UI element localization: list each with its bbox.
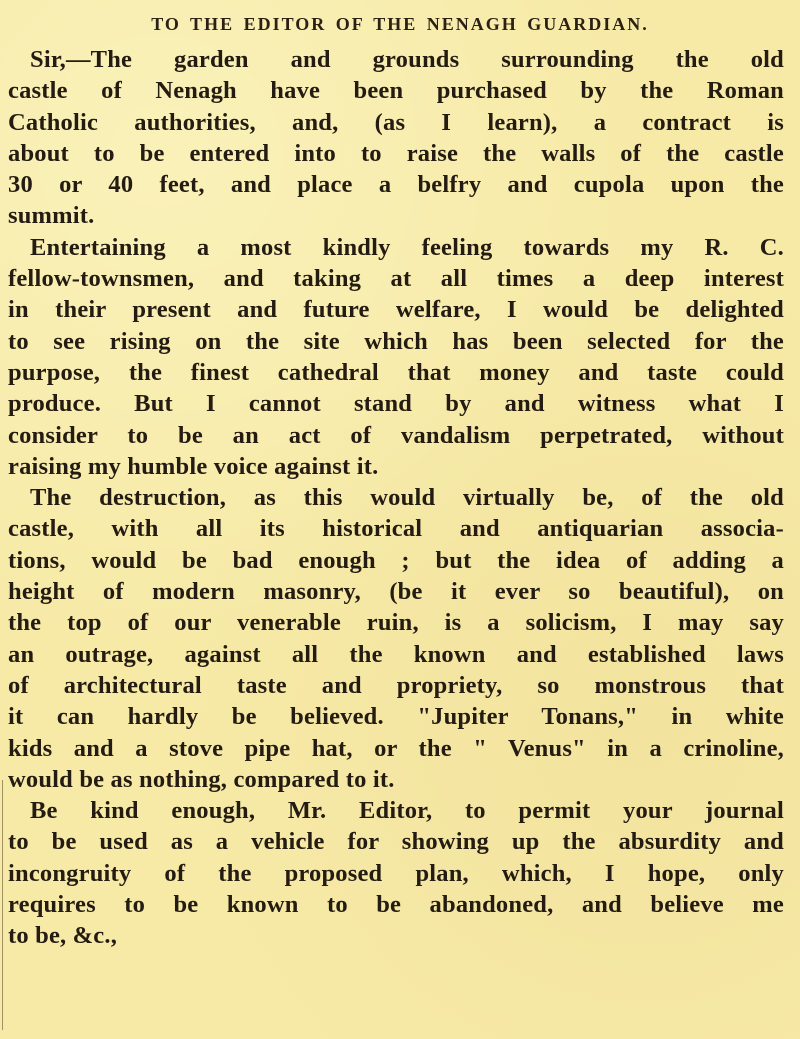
text-line: castle, with all its historical and antiquarian associa- bbox=[8, 515, 784, 543]
text-line: incongruity of the proposed plan, which, I hope, only bbox=[8, 859, 784, 887]
paragraph-3 bbox=[8, 482, 784, 795]
letter-heading: TO THE EDITOR OF THE NENAGH GUARDIAN. bbox=[151, 14, 649, 34]
paragraph-2 bbox=[8, 232, 784, 482]
text-line: to see rising on the site which has been selected for the bbox=[8, 327, 784, 355]
text-line: castle of Nenagh have been purchased by the Roman bbox=[8, 77, 784, 105]
text-line: to be, &c., bbox=[8, 922, 118, 950]
text-line: fellow-townsmen, and taking at all times a deep interest bbox=[8, 265, 784, 293]
text-line: Sir,—The garden and grounds surrounding the old bbox=[30, 46, 784, 73]
text-line: kids and a stove pipe hat, or the " Venus" in a crinoline, bbox=[8, 734, 784, 762]
text-line: of architectural taste and propriety, so monstrous that bbox=[8, 671, 784, 699]
text-line: The destruction, as this would virtually be, of the old bbox=[30, 484, 784, 512]
text-line: about to be entered into to raise the walls of the castle bbox=[8, 139, 784, 167]
column-rule bbox=[2, 780, 3, 1030]
letter-body bbox=[8, 44, 784, 952]
text-line: requires to be known to be abandoned, and believe me bbox=[8, 891, 784, 919]
text-line: would be as nothing, compared to it. bbox=[8, 765, 395, 793]
text-line: it can hardly be believed. "Jupiter Tonans," in white bbox=[8, 703, 784, 731]
text-line: purpose, the finest cathedral that money and taste could bbox=[8, 358, 784, 386]
text-line: Be kind enough, Mr. Editor, to permit your journal bbox=[30, 797, 784, 825]
text-line: summit. bbox=[8, 202, 95, 230]
text-line: 30 or 40 feet, and place a belfry and cupola upon the bbox=[8, 171, 784, 199]
text-line: an outrage, against all the known and established laws bbox=[8, 640, 784, 668]
text-line: height of modern masonry, (be it ever so beautiful), on bbox=[8, 578, 784, 606]
text-line: in their present and future welfare, I would be delighted bbox=[8, 296, 784, 324]
text-line: Entertaining a most kindly feeling towards my R. C. bbox=[30, 233, 784, 261]
paragraph-4 bbox=[8, 795, 784, 951]
paragraph-1 bbox=[8, 44, 784, 232]
text-line: raising my humble voice against it. bbox=[8, 452, 379, 480]
text-line: tions, would be bad enough ; but the idea of adding a bbox=[8, 546, 784, 574]
text-line: the top of our venerable ruin, is a solicism, I may say bbox=[8, 609, 784, 637]
text-line: Catholic authorities, and, (as I learn), a contract is bbox=[8, 108, 784, 136]
text-line: to be used as a vehicle for showing up the absurdity and bbox=[8, 828, 784, 856]
text-line: produce. But I cannot stand by and witness what I bbox=[8, 390, 784, 418]
text-line: consider to be an act of vandalism perpetrated, without bbox=[8, 421, 784, 449]
